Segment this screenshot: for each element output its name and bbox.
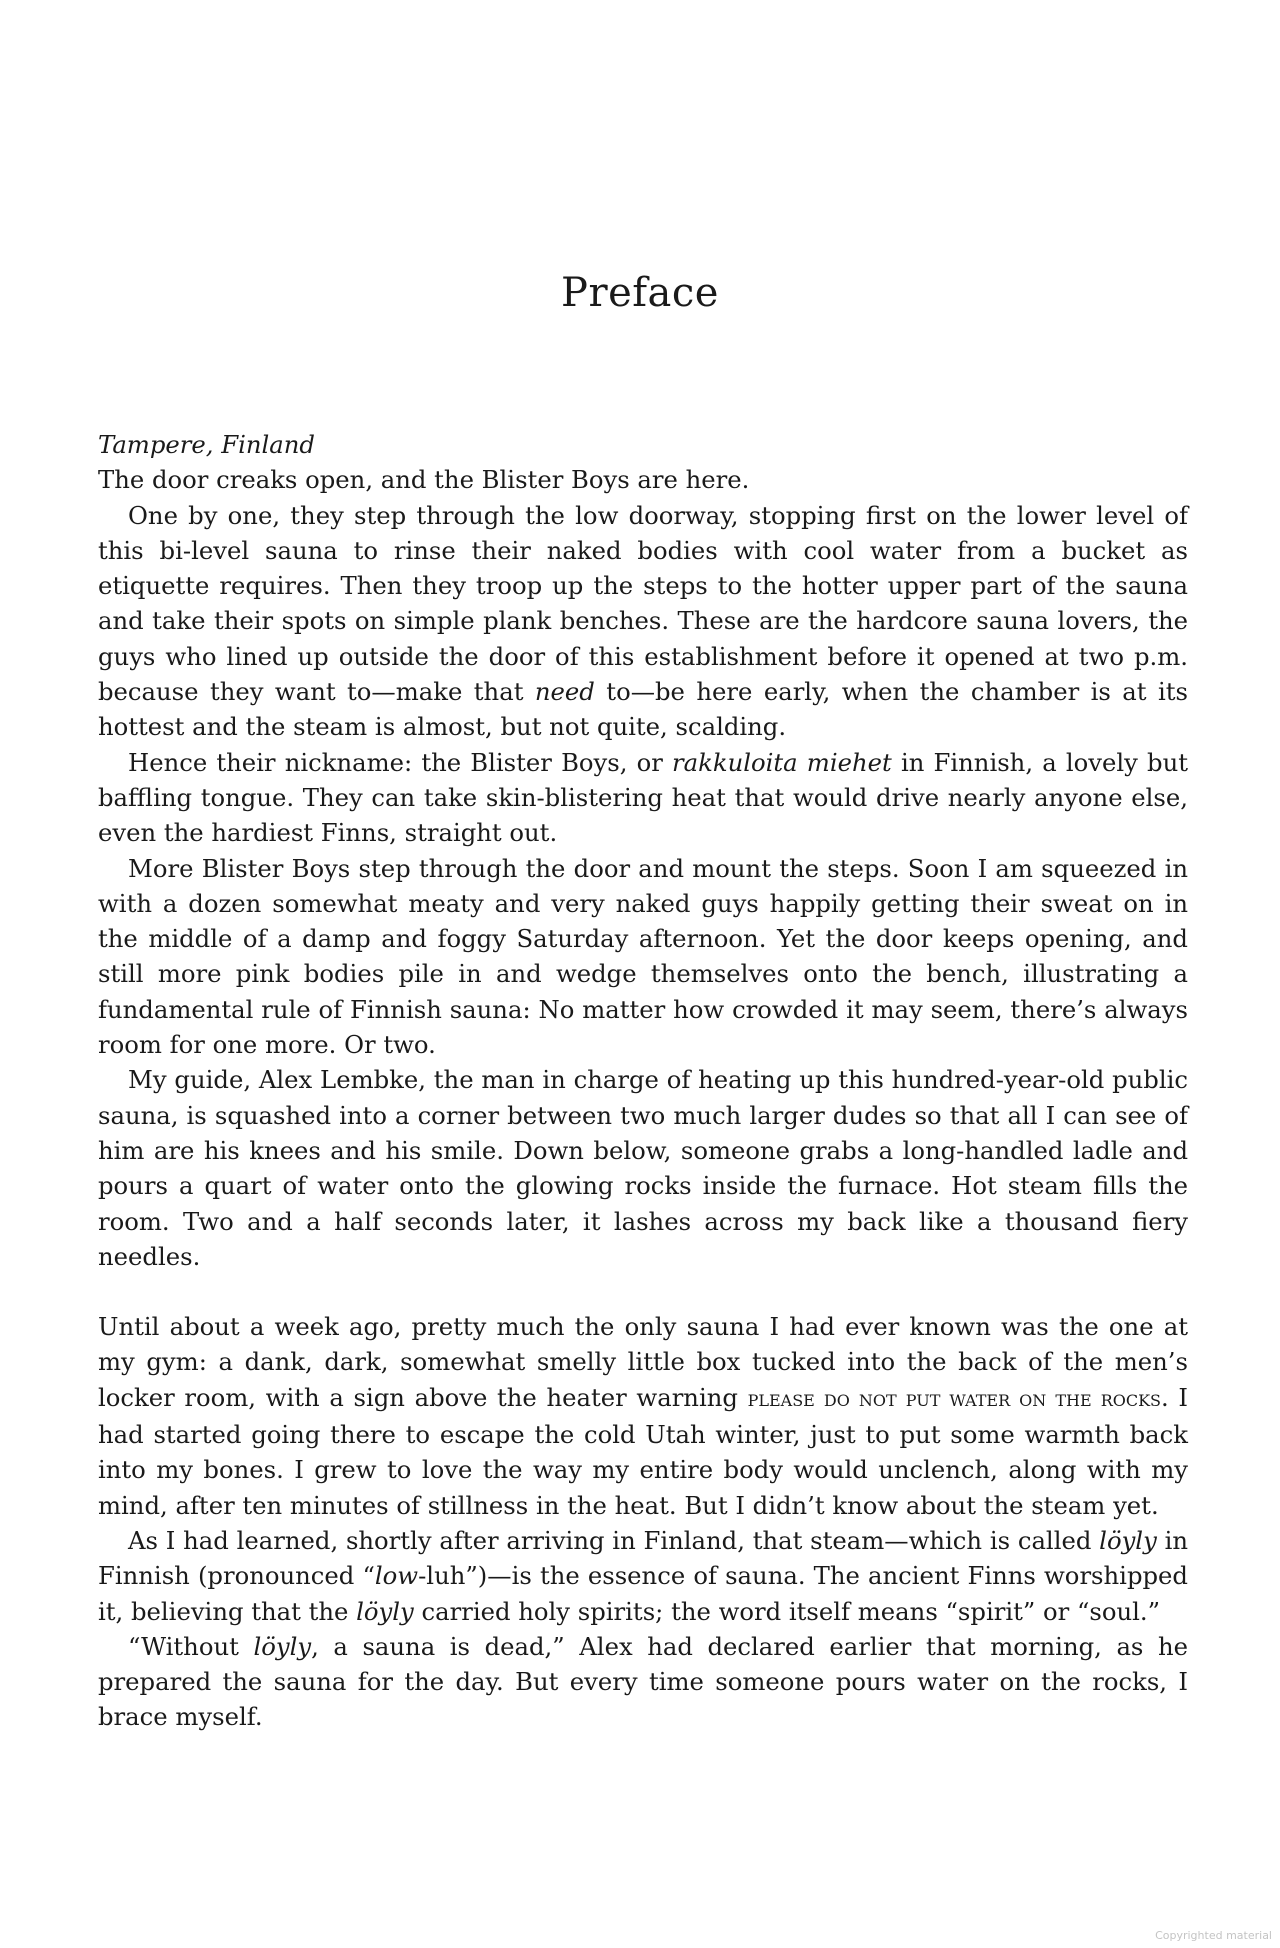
paragraph-text: One by one, they step through the low doorway, stopping first on the lower level of this bi-level sauna to rinse their naked bodies with cool water from a bucket as etiquette requires. Then they troop up the steps to the hotter upper part of the sauna and take their spots on simple plank benches. These are the hardcore sauna lovers, the guys who lined up outside the door of this establishment before it opened at two p.m. because they want to—make that [98, 500, 1188, 707]
chapter-title: Preface [561, 270, 719, 316]
paragraph-1 [98, 462, 1188, 497]
paragraph-text: in Finnish, a lovely but baffling tongue. They can take skin-blistering heat that would drive nearly anyone else, even the hardiest Finns, straight out. [98, 747, 1188, 848]
paragraph-text: in Finnish (pronounced “ [98, 1525, 1188, 1591]
paragraph-4 [98, 851, 1188, 1063]
paragraph-text: More Blister Boys step through the door and mount the steps. Soon I am squeezed in with a dozen somewhat meaty and very naked guys happily getting their sweat on in the middle of a damp and foggy Saturday afternoon. Yet the door keeps opening, and still more pink bodies pile in and wedge themselves onto the bench, illustrating a fundamental rule of Finnish sauna: No matter how crowded it may seem, there’s always room for one more. Or two. [98, 853, 1188, 1060]
emphasis: rakkuloita miehet [672, 747, 892, 777]
paragraph-text: carried holy spirits; the word itself means “spirit” or “soul.” [413, 1596, 1161, 1626]
paragraph-5 [98, 1062, 1188, 1274]
paragraph-text: Until about a week ago, pretty much the only sauna I had ever known was the one at my gym: a dank, dark, somewhat smelly little box tucked into the back of the men’s locker room, with a sign above the heater warning [98, 1312, 1188, 1412]
paragraph-text: The door creaks open, and the Blister Boys are here. [98, 465, 750, 495]
paragraph-text: My guide, Alex Lembke, the man in charge of heating up this hundred-year-old public sauna, is squashed into a corner between two much larger dudes so that all I can see of him are his knees and his smile. Down below, someone grabs a long-handled ladle and pours a quart of water onto the glowing rocks inside the furnace. Hot steam fills the room. Two and a half seconds later, it lashes across my back like a thousand fiery needles. [98, 1065, 1188, 1271]
paragraph-8 [98, 1629, 1188, 1735]
paragraph-text: . I had started going there to escape the cold Utah winter, just to put some warmth back into my bones. I grew to love the way my entire body would unclench, along with my mind, after ten minutes of stillness in the heat. But I didn’t know about the steam yet. [98, 1382, 1189, 1520]
paragraph-2 [98, 498, 1188, 745]
paragraph-text: As I had learned, shortly after arriving in Finland, that steam—which is called [128, 1525, 1100, 1555]
location-line: Tampere, Finland [98, 430, 315, 459]
emphasis: löyly [1099, 1525, 1157, 1555]
emphasis: need [534, 677, 595, 707]
sign-text: please do not put water on the rocks [747, 1385, 1162, 1412]
copyright-watermark: Copyrighted material [1155, 1929, 1272, 1942]
paragraph-text: , a sauna is dead,” Alex had declared earlier that morning, as he prepared the sauna for the day. But every time someone pours water on the rocks, I brace myself. [98, 1631, 1188, 1732]
paragraph-text: to—be here early, when the chamber is at its hottest and the steam is almost, but not quite, scalding. [98, 677, 1188, 742]
paragraph-text: -luh”)—is the essence of sauna. The ancient Finns worshipped it, believing that the [98, 1561, 1188, 1626]
emphasis: löyly [253, 1631, 312, 1661]
body-text [98, 427, 1188, 1735]
emphasis: low [374, 1561, 419, 1591]
paragraph-text: Hence their nickname: the Blister Boys, or [128, 747, 673, 777]
emphasis: löyly [356, 1596, 414, 1626]
paragraph-text: “Without [128, 1631, 254, 1661]
paragraph-7 [98, 1523, 1188, 1629]
paragraph-6 [98, 1309, 1188, 1523]
paragraph-3 [98, 745, 1188, 851]
